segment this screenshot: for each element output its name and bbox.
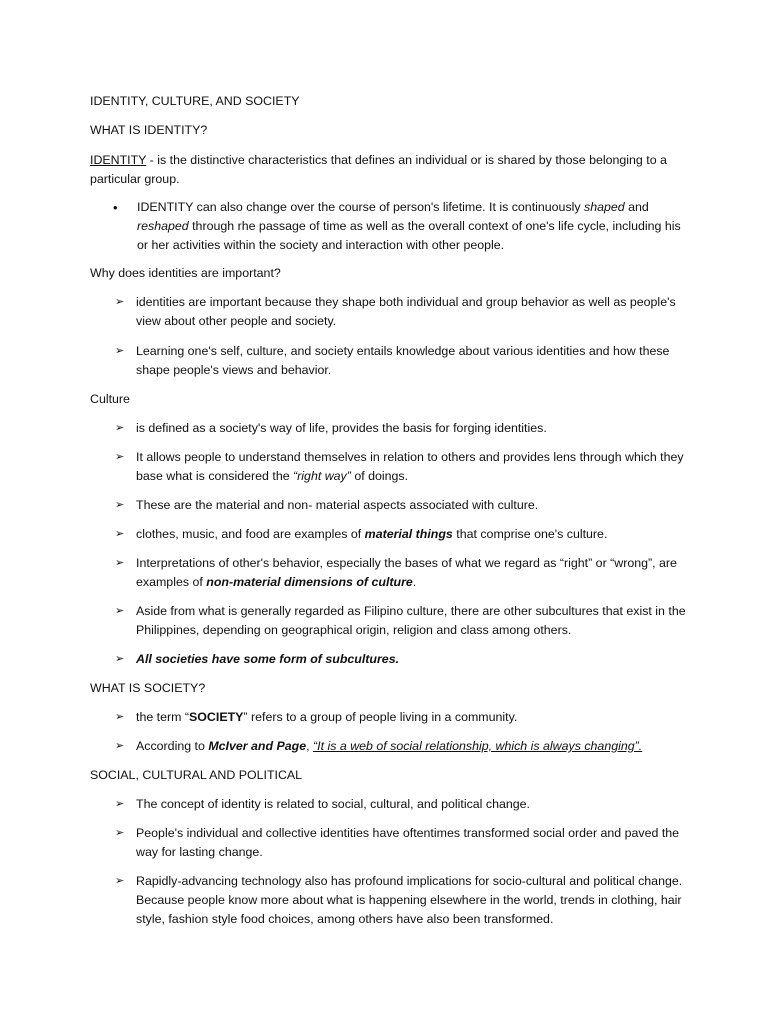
arrow-bullet-icon: ➢	[115, 711, 125, 723]
society-heading: WHAT IS SOCIETY?	[90, 681, 206, 695]
list-item: ➢ Aside from what is generally regarded as Filipino culture, there are other subcultures that exist in the Philippines, depending on geographical origin, religion and class among others.	[115, 604, 686, 637]
why-identities-heading: Why does identities are important?	[90, 266, 281, 280]
list-item: ➢ identities are important because they shape both individual and group behavior as well as people's view about other people and society.	[115, 295, 676, 328]
arrow-bullet-icon: ➢	[115, 798, 125, 810]
list-item: ➢ Interpretations of other's behavior, especially the bases of what we regard as “right” or “wrong”, are examples of non-material dimensions of culture.	[115, 556, 677, 589]
list-item: ➢ the term “SOCIETY” refers to a group of people living in a community.	[115, 708, 690, 727]
culture-heading: Culture	[90, 392, 130, 406]
list-item: ➢ It allows people to understand themselves in relation to others and provides lens through which they base what is considered the “right way” of doings.	[115, 450, 684, 483]
identity-definition	[90, 151, 690, 189]
arrow-bullet-icon: ➢	[115, 345, 125, 357]
identity-definition-text: - is the distinctive characteristics that defines an individual or is shared by those belonging to a particular group.	[90, 153, 667, 186]
list-item: ➢ The concept of identity is related to social, cultural, and political change.	[115, 795, 690, 814]
arrow-bullet-icon: ➢	[115, 653, 125, 665]
arrow-bullet-icon: ➢	[115, 557, 125, 569]
society-quote: “It is a web of social relationship, which is always changing”.	[313, 739, 643, 753]
list-item: ➢ All societies have some form of subcultures.	[115, 650, 690, 669]
list-item: ➢ These are the material and non- material aspects associated with culture.	[115, 496, 690, 515]
social-cultural-political-heading: SOCIAL, CULTURAL AND POLITICAL	[90, 768, 303, 782]
identity-bullet: • IDENTITY can also change over the course of person's lifetime. It is continuously shaped and reshaped through rhe passage of time as well as the overall context of one's life cycle, including his or her activities within the society and interaction with other people.	[113, 200, 681, 252]
list-item: ➢ Learning one's self, culture, and society entails knowledge about various identities and how these shape people's views and behavior.	[115, 344, 670, 377]
identity-heading: WHAT IS IDENTITY?	[90, 123, 208, 137]
arrow-bullet-icon: ➢	[115, 528, 125, 540]
dot-bullet-icon: •	[113, 200, 118, 215]
document-title: IDENTITY, CULTURE, AND SOCIETY	[90, 94, 300, 108]
list-item: ➢ clothes, music, and food are examples of material things that comprise one's culture.	[115, 525, 690, 544]
arrow-bullet-icon: ➢	[115, 740, 125, 752]
arrow-bullet-icon: ➢	[115, 451, 125, 463]
arrow-bullet-icon: ➢	[115, 827, 125, 839]
list-item: ➢ is defined as a society's way of life, provides the basis for forging identities.	[115, 419, 690, 438]
identity-term: IDENTITY	[90, 153, 147, 167]
arrow-bullet-icon: ➢	[115, 296, 125, 308]
arrow-bullet-icon: ➢	[115, 875, 125, 887]
arrow-bullet-icon: ➢	[115, 605, 125, 617]
arrow-bullet-icon: ➢	[115, 422, 125, 434]
list-item: ➢ Rapidly-advancing technology also has profound implications for socio-cultural and political change. Because people know more about what is happening elsewhere in the world, trends in clothing, hair style, fashion style food choices, among others have also been transformed.	[115, 874, 683, 926]
arrow-bullet-icon: ➢	[115, 499, 125, 511]
list-item: ➢ People's individual and collective identities have oftentimes transformed social order and paved the way for lasting change.	[115, 826, 680, 859]
list-item: ➢ According to McIver and Page, “It is a web of social relationship, which is always changing”.	[115, 737, 690, 756]
